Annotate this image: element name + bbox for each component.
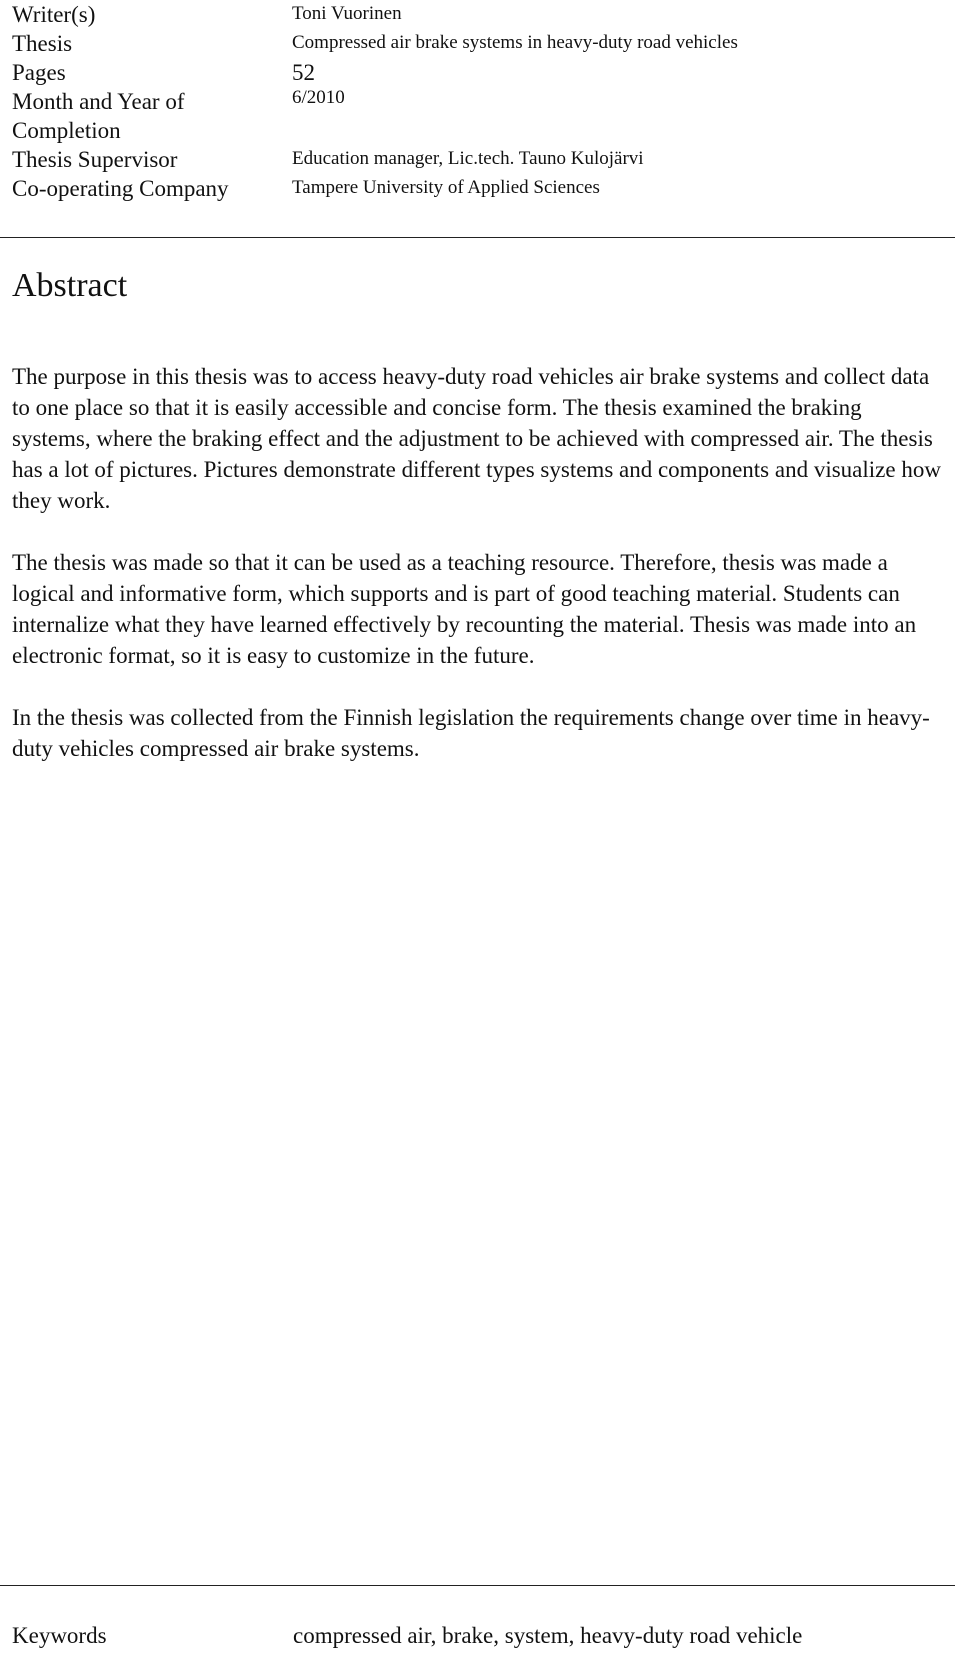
thesis-title-row [12, 29, 912, 59]
thesis-label: Thesis [12, 31, 73, 56]
supervisor-row [12, 145, 912, 175]
completion-date-value: 6/2010 [292, 87, 345, 108]
keywords-label: Keywords [12, 1623, 107, 1648]
completion-date-label: Month and Year of [12, 89, 185, 114]
company-row [12, 174, 912, 204]
completion-date-row [12, 87, 912, 117]
thesis-title-value: Compressed air brake systems in heavy-duty road vehicles [292, 32, 738, 53]
writers-row [12, 0, 912, 30]
abstract-paragraph: The thesis was made so that it can be used as a teaching resource. Therefore, thesis was made a logical and informative form, which supports and is part of good teaching material. Students can internalize what they have learned effectively by recounting the material. Thesis was made into an electronic format, so it is easy to customize in the future. [12, 550, 917, 668]
abstract-paragraph: The purpose in this thesis was to access heavy-duty road vehicles air brake systems and collect data to one place so that it is easily accessible and concise form. The thesis examined the braking systems, where the braking effect and the adjustment to be achieved with compressed air. The thesis has a lot of pictures. Pictures demonstrate different types systems and components and visualize how they work. [12, 364, 941, 513]
abstract-heading: Abstract [12, 267, 128, 304]
writers-value: Toni Vuorinen [292, 3, 402, 24]
pages-row [12, 58, 912, 88]
completion-date-label-continued: Completion [12, 118, 121, 143]
pages-label: Pages [12, 60, 66, 85]
supervisor-label: Thesis Supervisor [12, 147, 178, 172]
keywords-value: compressed air, brake, system, heavy-duty road vehicle [293, 1623, 803, 1648]
supervisor-value: Education manager, Lic.tech. Tauno Kulojärvi [292, 148, 644, 169]
pages-value: 52 [292, 60, 315, 85]
company-value: Tampere University of Applied Sciences [292, 177, 600, 198]
completion-date-row-continued [12, 116, 912, 146]
writers-label: Writer(s) [12, 2, 96, 27]
company-label: Co-operating Company [12, 176, 229, 201]
top-divider [0, 237, 955, 238]
abstract-paragraph: In the thesis was collected from the Finnish legislation the requirements change over time in heavy-duty vehicles compressed air brake systems. [12, 705, 930, 761]
bottom-divider [0, 1585, 955, 1586]
abstract-body [12, 361, 942, 795]
